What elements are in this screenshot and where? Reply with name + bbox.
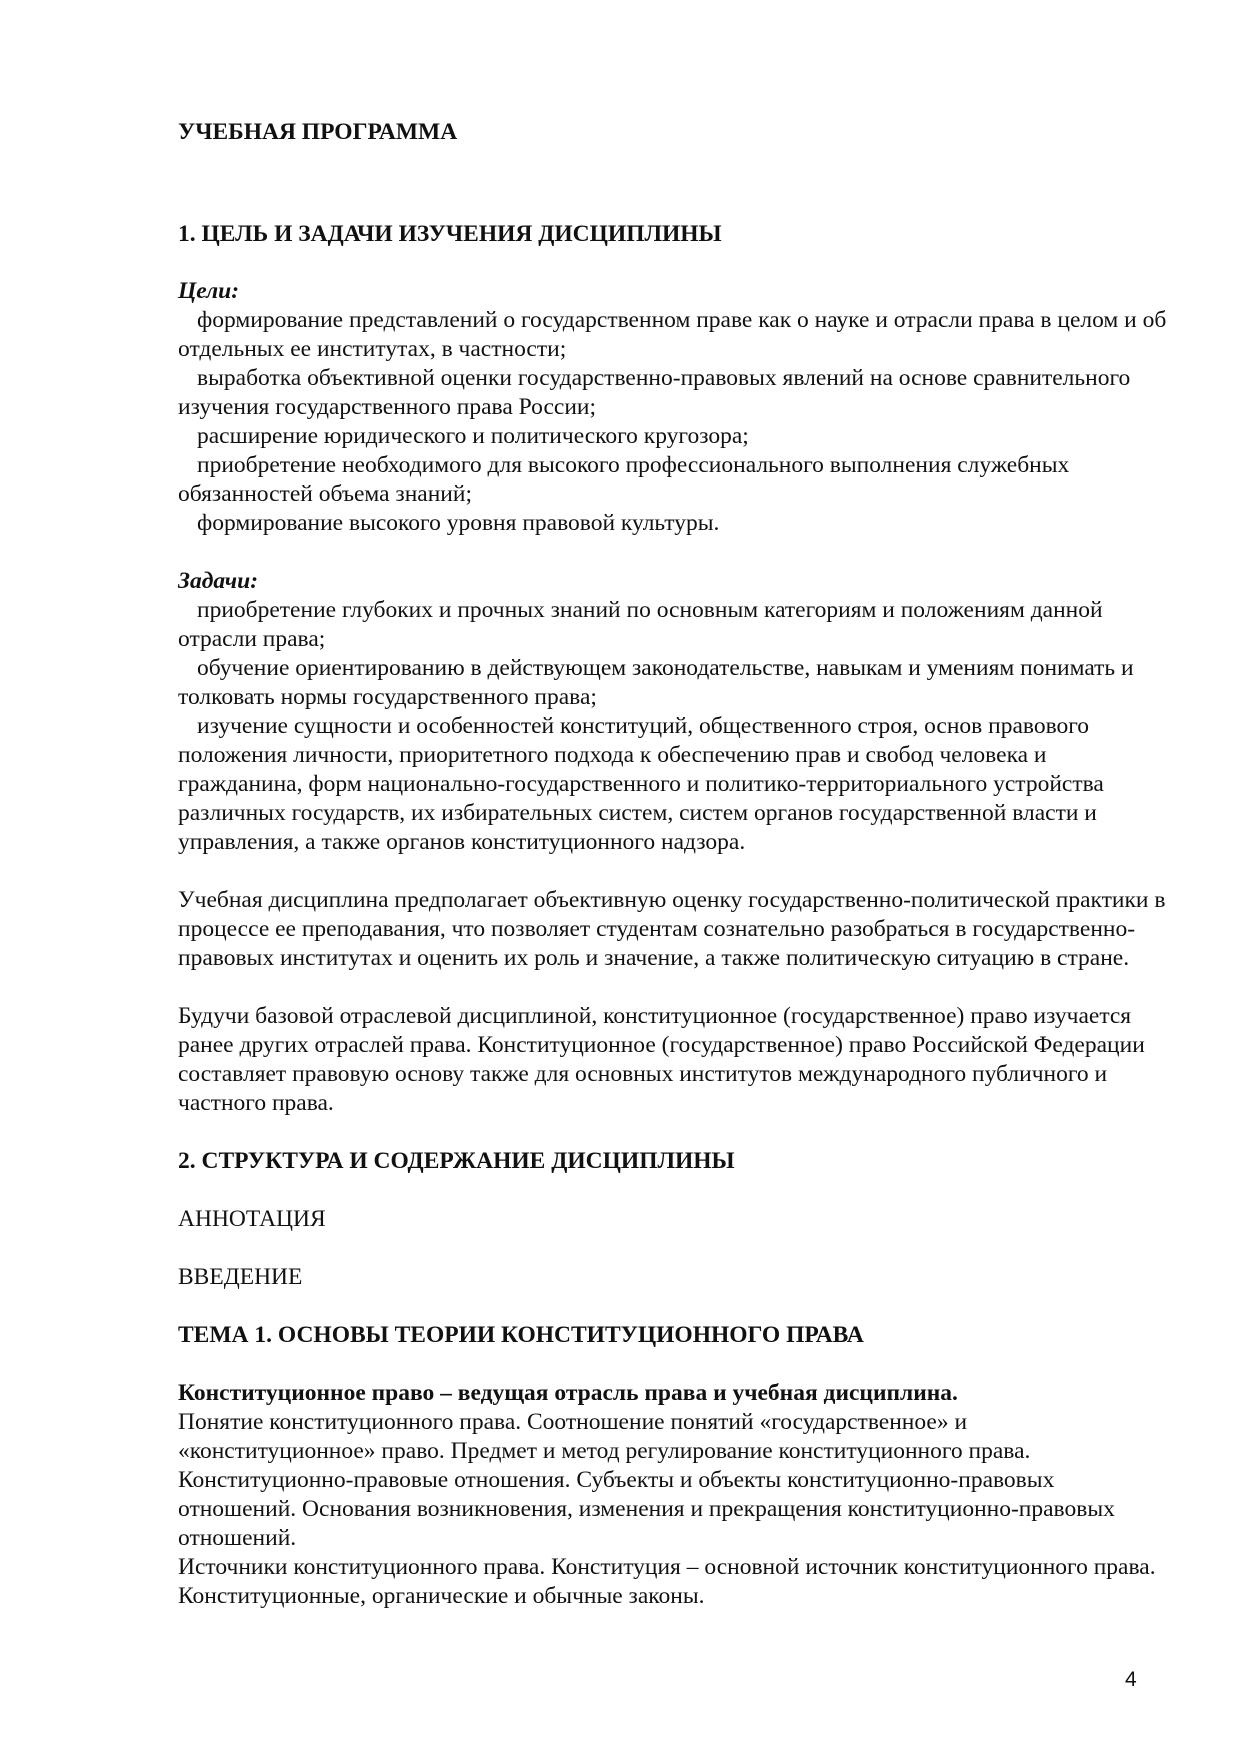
spacer xyxy=(178,973,1168,1002)
task-item: изучение сущности и особенностей конституций, общественного строя, основ правового положения личности, приоритетного подхода к обеспечению прав и свобод человека и гражданина, форм национально-государственного и политико-территориального устройства различных государств, их избирательных систем, систем органов государственной власти и управления, а также органов конституционного надзора. xyxy=(178,713,1104,855)
introduction-heading: ВВЕДЕНИЕ xyxy=(178,1264,303,1290)
paragraph-base-discipline: Будучи базовой отраслевой дисциплиной, конституционное (государственное) право изучается ранее других отраслей права. Конституционное (государственное) право Российской Федерации составляет правовую основу также для основных институтов международного публичного и частного права. xyxy=(178,1003,1145,1116)
spacer xyxy=(178,857,1168,886)
paragraph-discipline-assessment: Учебная дисциплина предполагает объективную оценку государственно-политической практики в процессе ее преподавания, что позволяет студентам сознательно разобраться в государственно-правовых институтах и оценить их роль и значение, а также политическую ситуацию в стране. xyxy=(178,887,1166,971)
task-item: обучение ориентированию в действующем законодательстве, навыкам и умениям понимать и толковать нормы государственного права; xyxy=(178,655,1134,710)
goal-item: формирование представлений о государственном праве как о науке и отрасли права в целом и об отдельных ее институтах, в частности; xyxy=(178,307,1167,362)
spacer xyxy=(178,538,1168,567)
goal-item: формирование высокого уровня правовой культуры. xyxy=(197,510,720,536)
spacer xyxy=(178,1176,1168,1205)
goal-item: расширение юридического и политического кругозора; xyxy=(197,423,749,449)
goal-item: приобретение необходимого для высокого профессионального выполнения служебных обязанностей объема знаний; xyxy=(178,452,1070,507)
task-item: приобретение глубоких и прочных знаний по основным категориям и положениям данной отрасли права; xyxy=(178,597,1103,652)
document-title: УЧЕБНАЯ ПРОГРАММА xyxy=(178,119,458,145)
spacer xyxy=(178,1234,1168,1263)
section-1-heading: 1. ЦЕЛЬ И ЗАДАЧИ ИЗУЧЕНИЯ ДИСЦИПЛИНЫ xyxy=(178,221,722,247)
page-content xyxy=(178,118,1168,1611)
topic-1-heading: ТЕМА 1. ОСНОВЫ ТЕОРИИ КОНСТИТУЦИОННОГО ПРАВА xyxy=(178,1322,864,1348)
section-2-heading: 2. СТРУКТУРА И СОДЕРЖАНИЕ ДИСЦИПЛИНЫ xyxy=(178,1148,735,1174)
goal-item: выработка объективной оценки государственно-правовых явлений на основе сравнительного изучения государственного права России; xyxy=(178,365,1131,420)
goals-label: Цели: xyxy=(178,278,240,304)
spacer xyxy=(178,1118,1168,1147)
topic-1-subheading: Конституционное право – ведущая отрасль права и учебная дисциплина. xyxy=(178,1380,958,1406)
page-number: 4 xyxy=(1125,1668,1137,1691)
spacer xyxy=(178,1292,1168,1321)
topic-1-text: Источники конституционного права. Конституция – основной источник конституционного права. Конституционные, органические и обычные законы. xyxy=(178,1554,1156,1609)
annotation-heading: АННОТАЦИЯ xyxy=(178,1206,326,1232)
topic-1-text: Понятие конституционного права. Соотношение понятий «государственное» и «конституционное» право. Предмет и метод регулирование конституционного права. Конституционно-правовые отношения. Субъекты и объекты конституционно-правовых отношений. Основания возникновения, изменения и прекращения конституционно-правовых отношений. xyxy=(178,1409,1115,1551)
tasks-label: Задачи: xyxy=(178,568,259,594)
spacer xyxy=(178,1350,1168,1379)
